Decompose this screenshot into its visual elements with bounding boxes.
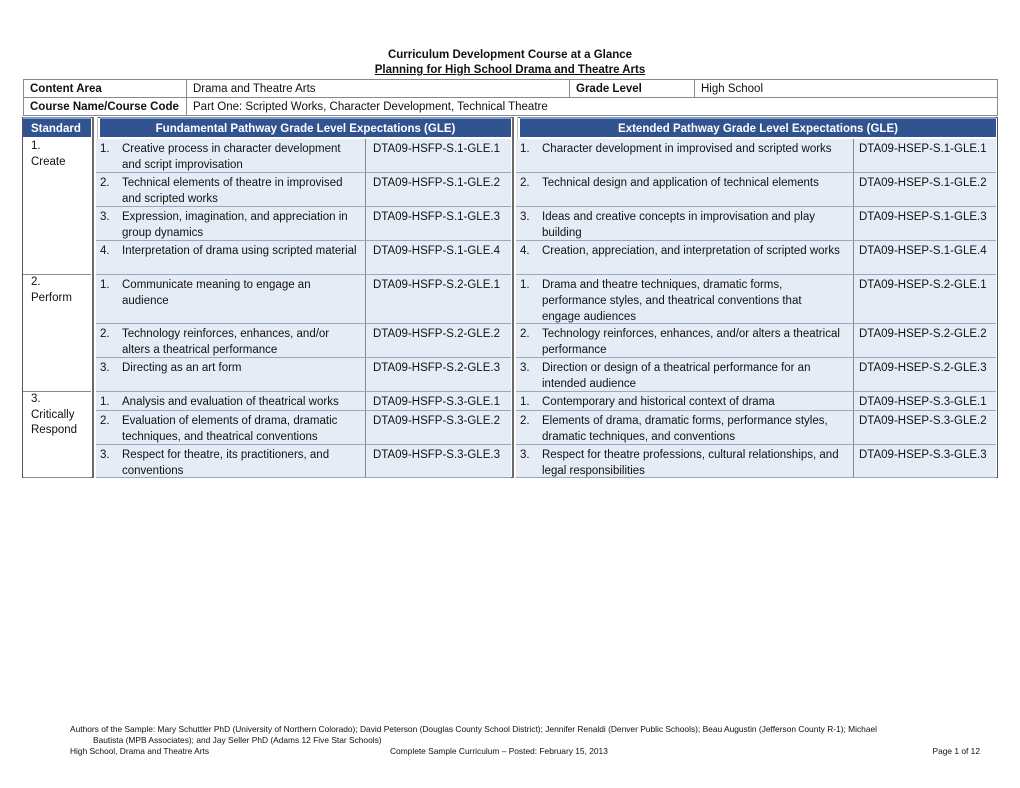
- gle-description: Character development in improvised and scripted works: [542, 143, 832, 155]
- gle-number: 3.: [520, 362, 530, 374]
- gle-number: 2.: [100, 177, 110, 189]
- fund-gle-row: [96, 411, 511, 445]
- gle-description: Technical design and application of technical elements: [542, 177, 819, 189]
- ext-gle-row: [516, 139, 996, 173]
- ext-gle-row: [516, 207, 996, 241]
- fund-gle-row: [96, 139, 511, 173]
- gle-code: DTA09-HSFP-S.1-GLE.1: [373, 143, 500, 155]
- ext-gle-row: [516, 392, 996, 411]
- course-name-label: Course Name/Course Code: [24, 98, 187, 116]
- authors-line: Authors of the Sample: Mary Schuttler PhD (University of Northern Colorado); David Peterson (Douglas County School District); Jennifer Renaldi (Denver Public Schools); Beau Augustin (Jefferson County R-1); Michael: [70, 724, 877, 734]
- cell-divider: [365, 241, 366, 274]
- gle-number: 1.: [100, 396, 110, 408]
- gle-number: 3.: [520, 449, 530, 461]
- gle-code: DTA09-HSFP-S.1-GLE.4: [373, 245, 500, 257]
- gle-description: Communicate meaning to engage an audience: [122, 279, 311, 307]
- cell-divider: [853, 358, 854, 391]
- gle-description: Respect for theatre, its practitioners, and conventions: [122, 449, 330, 477]
- gle-number: 1.: [100, 143, 110, 155]
- cell-divider: [365, 358, 366, 391]
- gle-code: DTA09-HSEP-S.3-GLE.1: [859, 396, 987, 408]
- grade-level-value: High School: [695, 80, 998, 98]
- gle-description: Technical elements of theatre in improvised and scripted works: [122, 177, 343, 205]
- ext-gle-row: [516, 324, 996, 358]
- gle-code: DTA09-HSFP-S.2-GLE.2: [373, 328, 500, 340]
- gle-code: DTA09-HSEP-S.1-GLE.1: [859, 143, 987, 155]
- standard-header: Standard: [23, 117, 91, 137]
- content-area-value: Drama and Theatre Arts: [187, 80, 570, 98]
- fund-gle-row: [96, 173, 511, 207]
- gle-code: DTA09-HSFP-S.3-GLE.1: [373, 396, 500, 408]
- gle-description: Drama and theatre techniques, dramatic forms, performance styles, and theatrical conventions that engage audiences: [542, 279, 802, 323]
- gle-number: 1.: [100, 279, 110, 291]
- page-footer: [70, 724, 980, 757]
- ext-gle-row: [516, 358, 996, 392]
- gle-description: Directing as an art form: [122, 362, 242, 374]
- ext-gle-row: [516, 275, 996, 324]
- cell-divider: [365, 173, 366, 206]
- document-subtitle: Planning for High School Drama and Theatre Arts: [374, 64, 646, 76]
- gle-description: Expression, imagination, and appreciation in group dynamics: [122, 211, 348, 239]
- extended-header: Extended Pathway Grade Level Expectations (GLE): [520, 117, 996, 137]
- ext-gle-row: [516, 173, 996, 207]
- cell-divider: [365, 392, 366, 410]
- gle-description: Analysis and evaluation of theatrical works: [122, 396, 339, 408]
- gle-number: 3.: [520, 211, 530, 223]
- gle-description: Creative process in character development and script improvisation: [122, 143, 341, 171]
- gle-description: Direction or design of a theatrical performance for an intended audience: [542, 362, 811, 390]
- gle-number: 3.: [100, 211, 110, 223]
- standard-number: 1.: [31, 140, 41, 152]
- gle-code: DTA09-HSEP-S.1-GLE.4: [859, 245, 987, 257]
- gle-number: 2.: [520, 415, 530, 427]
- fund-gle-row: [96, 445, 511, 478]
- gle-description: Interpretation of drama using scripted material: [122, 245, 357, 257]
- cell-divider: [853, 241, 854, 274]
- gle-code: DTA09-HSFP-S.3-GLE.2: [373, 415, 500, 427]
- gle-code: DTA09-HSEP-S.3-GLE.3: [859, 449, 987, 461]
- standard-cell: [23, 139, 91, 275]
- gle-code: DTA09-HSFP-S.1-GLE.2: [373, 177, 500, 189]
- ext-gle-row: [516, 241, 996, 275]
- cell-divider: [853, 445, 854, 477]
- cell-divider: [853, 392, 854, 410]
- gle-code: DTA09-HSFP-S.3-GLE.3: [373, 449, 500, 461]
- gle-code: DTA09-HSEP-S.2-GLE.1: [859, 279, 987, 291]
- gle-code: DTA09-HSEP-S.3-GLE.2: [859, 415, 987, 427]
- gle-code: DTA09-HSEP-S.1-GLE.3: [859, 211, 987, 223]
- gle-description: Technology reinforces, enhances, and/or alters a theatrical performance: [122, 328, 330, 356]
- cell-divider: [853, 275, 854, 323]
- cell-divider: [853, 207, 854, 240]
- cell-divider: [365, 445, 366, 477]
- fund-gle-row: [96, 275, 511, 324]
- cell-divider: [853, 139, 854, 172]
- footer-page-number: Page 1 of 12: [932, 746, 980, 756]
- gle-code: DTA09-HSFP-S.1-GLE.3: [373, 211, 500, 223]
- gle-number: 3.: [100, 362, 110, 374]
- gle-code: DTA09-HSEP-S.2-GLE.2: [859, 328, 987, 340]
- gle-number: 2.: [100, 328, 110, 340]
- gle-description: Respect for theatre professions, cultural relationships, and legal responsibilities: [542, 449, 839, 477]
- gle-description: Elements of drama, dramatic forms, performance styles, dramatic techniques, and conventions: [542, 415, 828, 443]
- title-block: [0, 48, 1020, 78]
- course-name-value: Part One: Scripted Works, Character Development, Technical Theatre: [187, 98, 998, 116]
- gle-number: 1.: [520, 279, 530, 291]
- gle-number: 3.: [100, 449, 110, 461]
- fund-gle-row: [96, 207, 511, 241]
- fundamental-header: Fundamental Pathway Grade Level Expectations (GLE): [100, 117, 511, 137]
- gle-description: Evaluation of elements of drama, dramatic techniques, and theatrical conventions: [122, 415, 338, 443]
- fund-gle-row: [96, 324, 511, 358]
- gle-code: DTA09-HSFP-S.2-GLE.3: [373, 362, 500, 374]
- grade-level-label: Grade Level: [570, 80, 695, 98]
- standard-number: 3.: [31, 393, 41, 405]
- cell-divider: [365, 324, 366, 357]
- document-title: Curriculum Development Course at a Glance: [387, 49, 633, 61]
- standard-cell: [23, 392, 91, 478]
- fund-gle-row: [96, 358, 511, 392]
- cell-divider: [365, 207, 366, 240]
- footer-course: High School, Drama and Theatre Arts: [70, 746, 210, 756]
- ext-gle-row: [516, 411, 996, 445]
- gle-number: 4.: [520, 245, 530, 257]
- cell-divider: [853, 324, 854, 357]
- gle-code: DTA09-HSEP-S.1-GLE.2: [859, 177, 987, 189]
- footer-info-line: [70, 746, 980, 757]
- gle-number: 2.: [100, 415, 110, 427]
- standard-number: 2.: [31, 276, 41, 288]
- cell-divider: [853, 173, 854, 206]
- standard-cell: [23, 275, 91, 392]
- footer-posted: Complete Sample Curriculum – Posted: February 15, 2013: [390, 746, 608, 756]
- gle-code: DTA09-HSFP-S.2-GLE.1: [373, 279, 500, 291]
- cell-divider: [365, 411, 366, 444]
- standard-name: Perform: [31, 292, 72, 304]
- standard-name: Create: [31, 156, 66, 168]
- ext-gle-row: [516, 445, 996, 478]
- gle-description: Contemporary and historical context of drama: [542, 396, 775, 408]
- gle-code: DTA09-HSEP-S.2-GLE.3: [859, 362, 987, 374]
- gle-description: Ideas and creative concepts in improvisation and play building: [542, 211, 815, 239]
- cell-divider: [365, 139, 366, 172]
- authors-line-continued: Bautista (MPB Associates); and Jay Seller PhD (Adams 12 Five Star Schools): [93, 735, 382, 745]
- gle-description: Technology reinforces, enhances, and/or alters a theatrical performance: [542, 328, 840, 356]
- standard-name: Critically Respond: [31, 409, 78, 436]
- cell-divider: [853, 411, 854, 444]
- gle-description: Creation, appreciation, and interpretation of scripted works: [542, 245, 840, 257]
- gle-number: 1.: [520, 143, 530, 155]
- fund-gle-row: [96, 392, 511, 411]
- gle-number: 2.: [520, 177, 530, 189]
- fund-gle-row: [96, 241, 511, 275]
- content-area-label: Content Area: [24, 80, 187, 98]
- gle-number: 4.: [100, 245, 110, 257]
- course-name-row: [24, 98, 998, 116]
- course-info-table: [23, 79, 998, 116]
- cell-divider: [365, 275, 366, 323]
- content-area-row: [24, 80, 998, 98]
- gle-number: 1.: [520, 396, 530, 408]
- gle-number: 2.: [520, 328, 530, 340]
